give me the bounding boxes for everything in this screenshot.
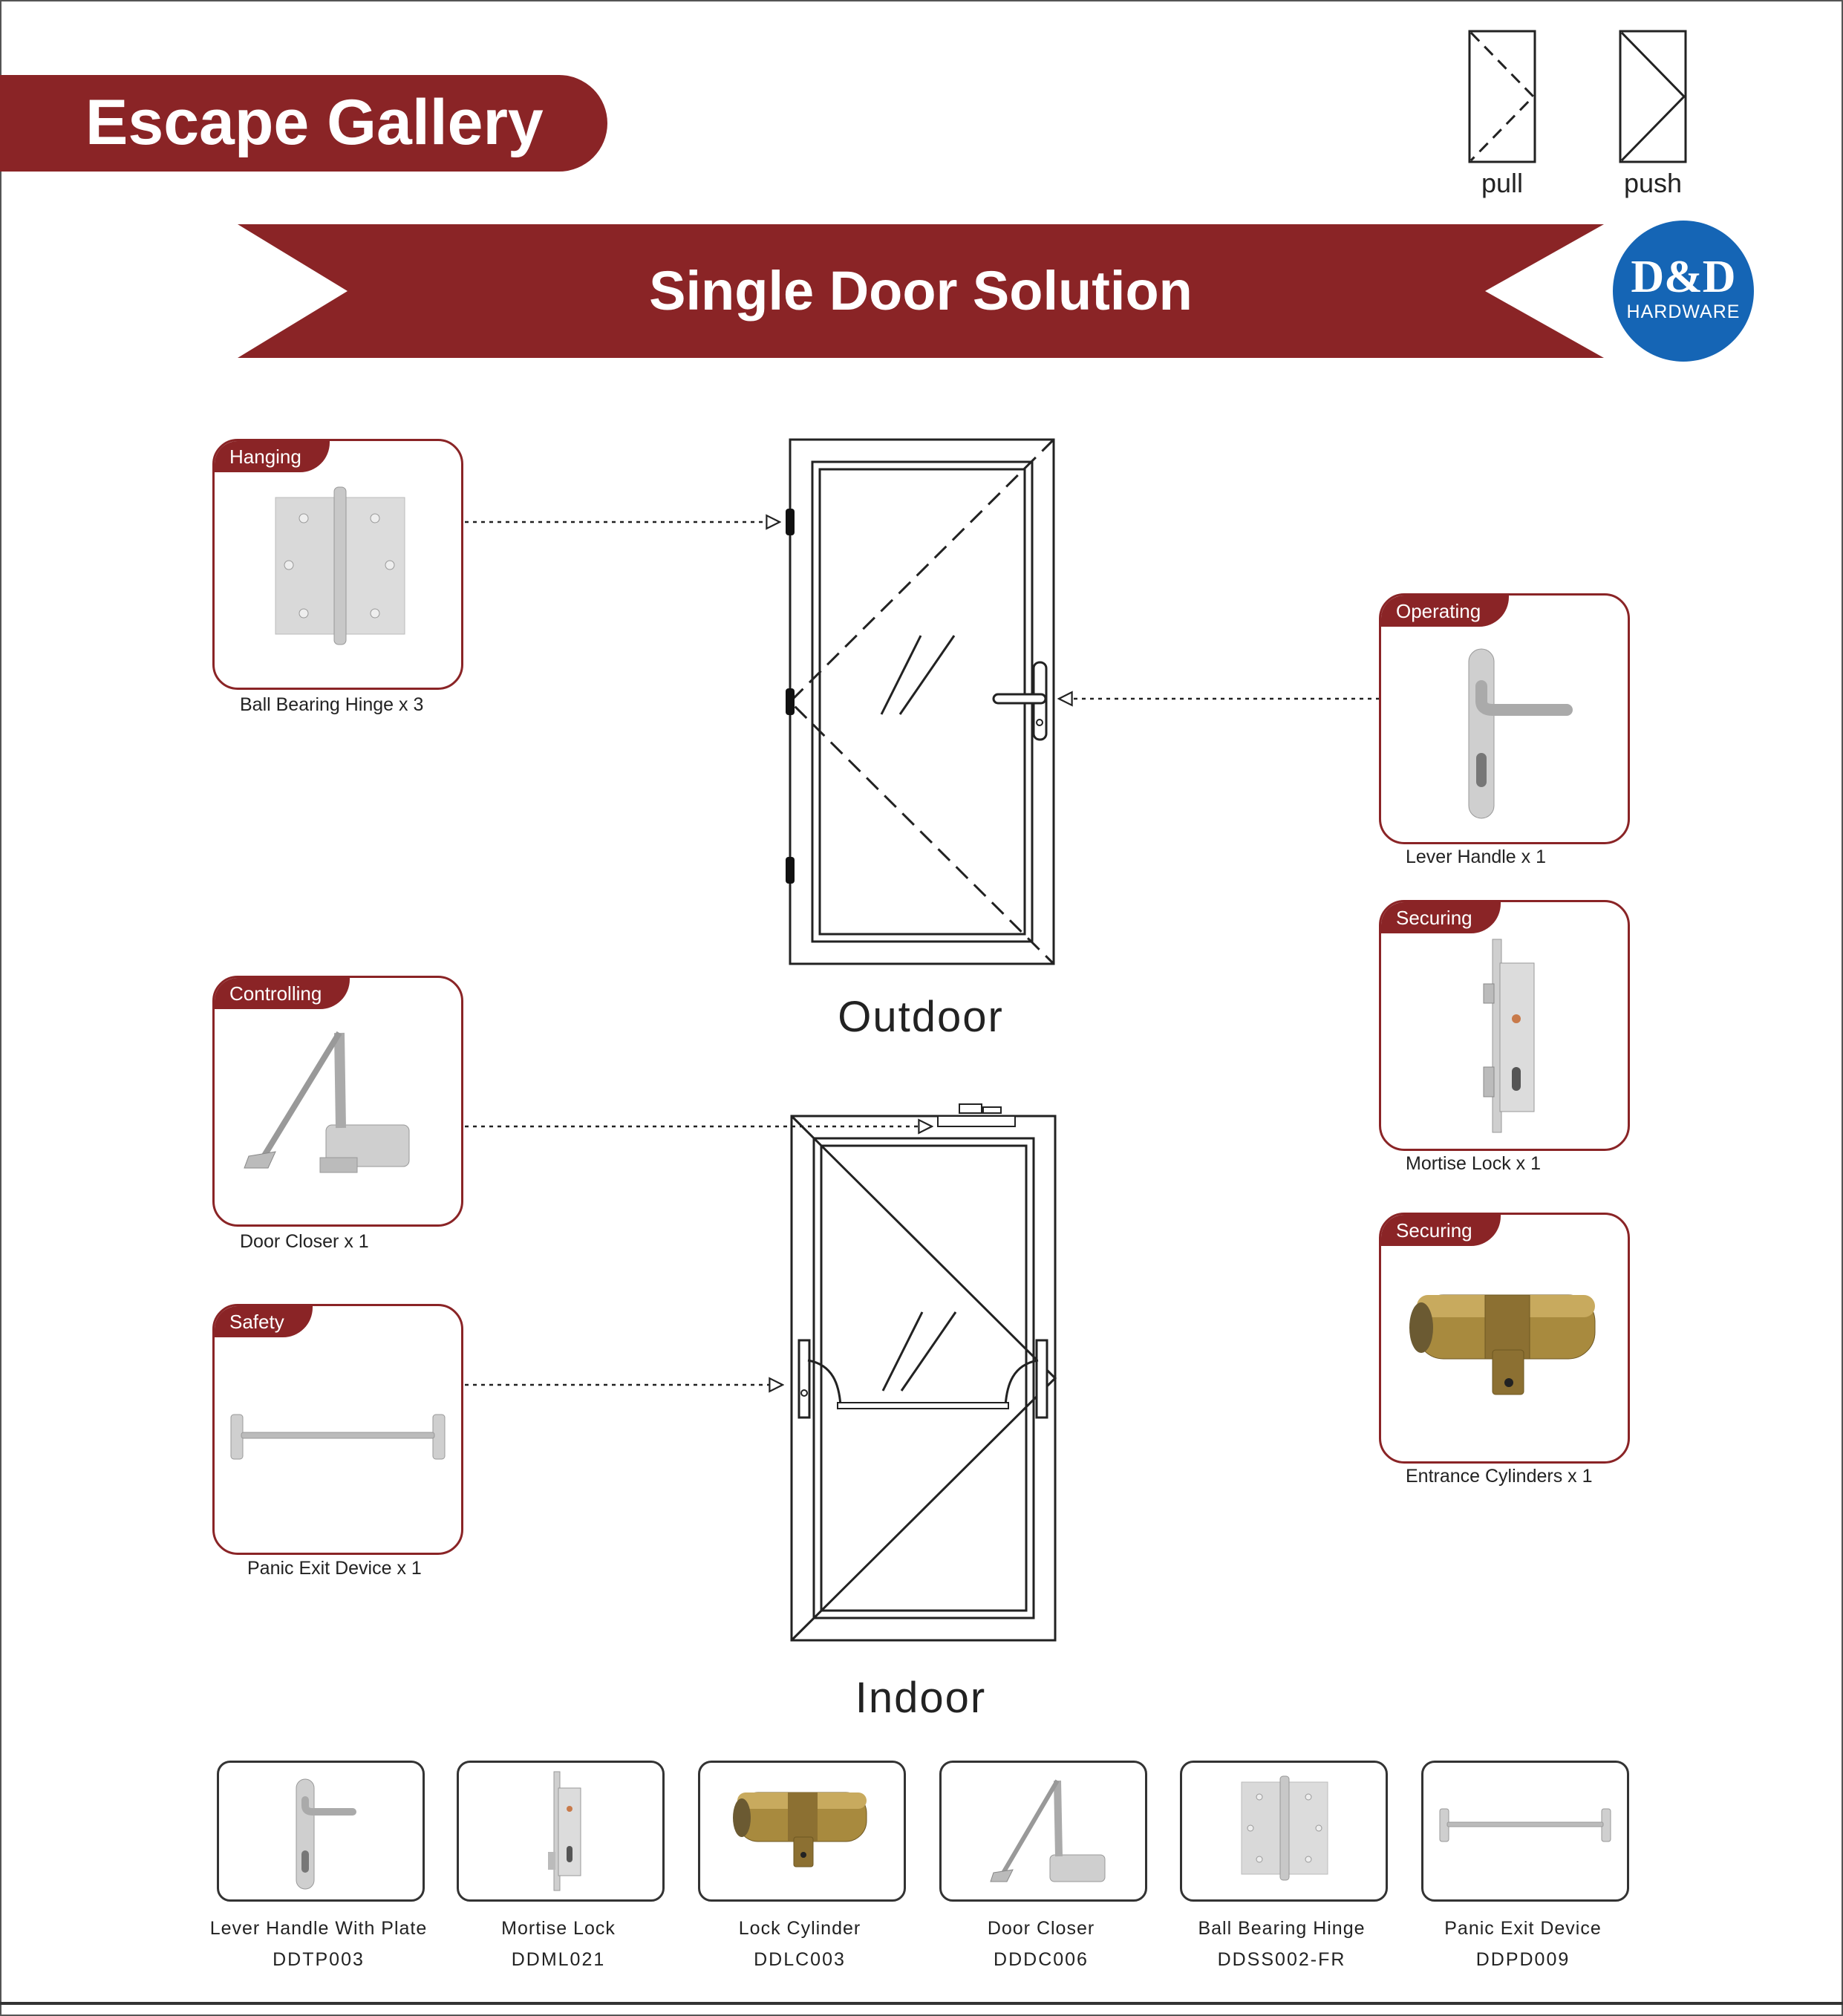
product-code-door-closer: DDDC006 <box>994 1949 1089 1970</box>
product-mortise-lock[interactable] <box>457 1761 665 1902</box>
hinge-marker-bottom <box>786 857 795 884</box>
card-tag-securing: Securing <box>1381 902 1501 933</box>
product-name-mortise-lock: Mortise Lock <box>501 1918 616 1939</box>
card-tag-hanging: Hanging <box>215 441 330 472</box>
card-tag-operating: Operating <box>1381 596 1509 627</box>
product-name-lock-cylinder: Lock Cylinder <box>738 1918 861 1939</box>
product-lever-handle[interactable] <box>217 1761 425 1902</box>
outdoor-door <box>786 440 1054 964</box>
indoor-label: Indoor <box>855 1674 987 1722</box>
card-panic <box>212 1304 463 1555</box>
product-ball-bearing-hinge[interactable] <box>1180 1761 1388 1902</box>
product-panic-exit-device[interactable] <box>1421 1761 1629 1902</box>
indoor-door <box>792 1104 1055 1640</box>
lever-handle-icon <box>1381 627 1628 842</box>
logo-wordmark: D&D <box>1631 252 1736 302</box>
card-mortise <box>1379 900 1630 1151</box>
pull-label: pull <box>1481 168 1524 198</box>
card-cylinder <box>1379 1213 1630 1464</box>
product-code-panic-exit-device: DDPD009 <box>1475 1949 1570 1970</box>
outdoor-label: Outdoor <box>838 993 1004 1041</box>
product-name-door-closer: Door Closer <box>987 1918 1095 1939</box>
card-tag-safety: Safety <box>215 1306 313 1337</box>
panic-bar-icon <box>1423 1763 1627 1899</box>
card-caption-closer: Door Closer x 1 <box>240 1231 369 1252</box>
card-caption-hinge: Ball Bearing Hinge x 3 <box>240 694 424 715</box>
logo-subtitle: HARDWARE <box>1626 301 1741 322</box>
product-lock-cylinder[interactable] <box>698 1761 906 1902</box>
product-door-closer[interactable] <box>939 1761 1147 1902</box>
cylinder-icon <box>1381 1246 1628 1461</box>
product-code-mortise-lock: DDML021 <box>511 1949 606 1970</box>
product-code-lever-handle: DDTP003 <box>273 1949 365 1970</box>
panic-end-left <box>799 1340 809 1418</box>
push-label: push <box>1623 168 1683 198</box>
card-caption-handle: Lever Handle x 1 <box>1406 846 1547 867</box>
card-tag-controlling: Controlling <box>215 978 350 1009</box>
panic-bar-icon <box>215 1337 461 1553</box>
product-code-ball-bearing-hinge: DDSS002-FR <box>1217 1949 1346 1970</box>
product-name-ball-bearing-hinge: Ball Bearing Hinge <box>1198 1918 1366 1939</box>
door-closer-icon <box>215 1009 461 1224</box>
card-caption-mortise: Mortise Lock x 1 <box>1406 1153 1542 1174</box>
lever-handle-icon <box>219 1763 423 1899</box>
product-name-panic-exit-device: Panic Exit Device <box>1444 1918 1602 1939</box>
card-handle <box>1379 593 1630 844</box>
door-closer-icon <box>942 1763 1145 1899</box>
hinge-icon <box>215 472 461 688</box>
hinge-icon <box>1182 1763 1386 1899</box>
closer-body-sketch <box>938 1116 1015 1126</box>
cylinder-icon <box>700 1763 904 1899</box>
panic-end-right <box>1037 1340 1047 1418</box>
product-name-lever-handle: Lever Handle With Plate <box>209 1918 428 1939</box>
page-title: Escape Gallery <box>85 87 544 158</box>
panic-bar-sketch <box>838 1403 1008 1409</box>
product-code-lock-cylinder: DDLC003 <box>754 1949 846 1970</box>
hinge-marker-top <box>786 509 795 535</box>
card-tag-securing-cylinder: Securing <box>1381 1215 1501 1246</box>
hinge-marker-middle <box>786 688 795 715</box>
card-hinge <box>212 439 463 690</box>
banner-title: Single Door Solution <box>649 260 1193 322</box>
card-closer <box>212 976 463 1227</box>
mortise-lock-icon <box>459 1763 662 1899</box>
card-caption-cylinder: Entrance Cylinders x 1 <box>1406 1466 1593 1487</box>
outdoor-handle-lever <box>994 694 1046 703</box>
mortise-lock-icon <box>1381 933 1628 1149</box>
card-caption-panic: Panic Exit Device x 1 <box>247 1558 422 1579</box>
